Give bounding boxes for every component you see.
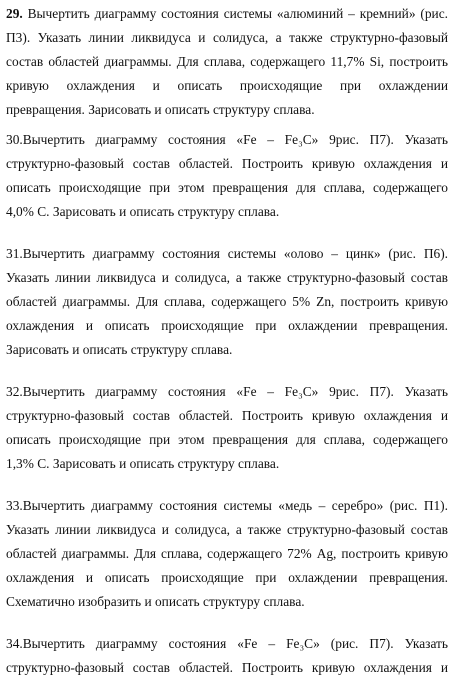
task-30 [6,128,448,224]
task-line: Зарисовать и описать структуру сплава. [6,342,233,357]
task-29 [6,2,448,122]
task-line: структурно-фазовый состав областей. Построить кривую охлаждения и [6,156,448,171]
paragraph-gap [6,476,448,494]
task-line: 32.Вычертить диаграмму состояния «Fe – Fe₃C» 9рис. П7). Указать [6,384,448,399]
task-line: Указать линии ликвидуса и солидуса, а также структурно-фазовый состав [6,270,448,285]
task-number: 33. [6,498,23,513]
task-line: состав областей диаграммы. Для сплава, содержащего 11,7% Si, построить [6,54,448,69]
task-line: 34.Вычертить диаграмму состояния «Fe – Fe₃C» (рис. П7). Указать [6,636,448,651]
paragraph-gap [6,362,448,380]
task-31 [6,242,448,362]
task-line: описать происходящие при этом превращения для сплава, содержащего [6,432,448,447]
task-line: 1,3% С. Зарисовать и описать структуру сплава. [6,456,280,471]
task-line: охлаждения и описать происходящие при охлаждении превращения. [6,318,448,333]
task-number: 29. [6,6,23,21]
task-line: структурно-фазовый состав областей. Построить кривую охлаждения и [6,408,448,423]
task-line: Указать линии ликвидуса и солидуса, а также структурно-фазовый состав [6,522,448,537]
task-line: 4,0% С. Зарисовать и описать структуру сплава. [6,204,280,219]
task-line: 31.Вычертить диаграмму состояния системы «олово – цинк» (рис. П6). [6,246,448,261]
task-line: кривую охлаждения и описать происходящие при охлаждении [6,78,448,93]
task-line: П3). Указать линии ликвидуса и солидуса, а также структурно-фазовый [6,30,448,45]
task-number: 34. [6,636,23,651]
task-line: областей диаграммы. Для сплава, содержащего 72% Ag, построить кривую [6,546,448,561]
task-number: 31. [6,246,23,261]
task-34 [6,632,448,680]
task-32 [6,380,448,476]
task-line: областей диаграммы. Для сплава, содержащего 5% Zn, построить кривую [6,294,448,309]
task-line: описать происходящие при этом превращения для сплава, содержащего [6,180,448,195]
task-line: 30.Вычертить диаграмму состояния «Fe – Fe₃C» 9рис. П7). Указать [6,132,448,147]
task-line: Схематично изобразить и описать структуру сплава. [6,594,305,609]
task-line: 33.Вычертить диаграмму состояния системы «медь – серебро» (рис. П1). [6,498,448,513]
task-line: 29. Вычертить диаграмму состояния системы «алюминий – кремний» (рис. [6,6,448,21]
task-line: превращения. Зарисовать и описать структуру сплава. [6,102,315,117]
document-page [6,0,448,680]
task-line: структурно-фазовый состав областей. Построить кривую охлаждения и [6,660,448,675]
task-line: охлаждения и описать происходящие при охлаждении превращения. [6,570,448,585]
task-number: 32. [6,384,23,399]
paragraph-gap [6,224,448,242]
task-number: 30. [6,132,23,147]
task-33 [6,494,448,614]
paragraph-gap [6,614,448,632]
